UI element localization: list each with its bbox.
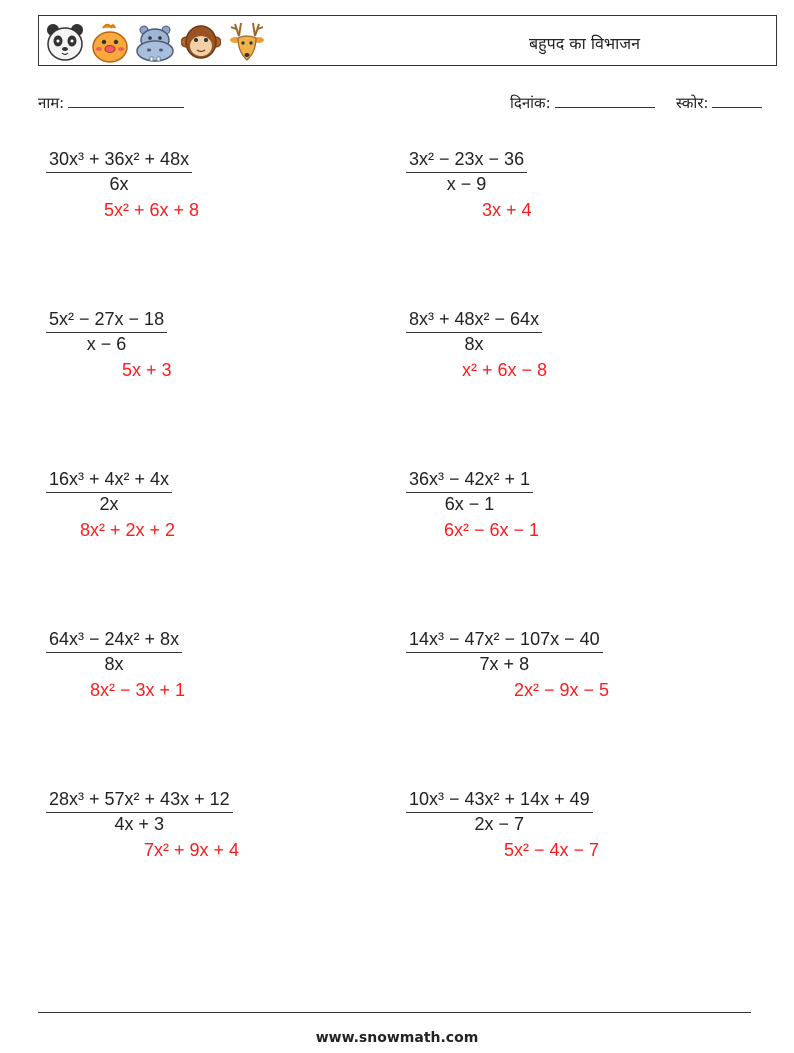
numerator: 3x² − 23x − 36 — [406, 148, 527, 173]
answer: 7x² + 9x + 4 — [144, 840, 240, 860]
numerator: 30x³ + 36x² + 48x — [46, 148, 192, 173]
answer: 5x + 3 — [122, 360, 172, 380]
footer-url[interactable]: www.snowmath.com — [315, 1030, 479, 1046]
answer: 6x² − 6x − 1 — [444, 520, 540, 540]
denominator: 6x − 1 — [444, 494, 495, 514]
denominator: 6x — [109, 174, 129, 194]
numerator: 36x³ − 42x² + 1 — [406, 468, 533, 493]
header-box — [38, 15, 777, 66]
date-blank[interactable] — [555, 93, 655, 108]
name-blank[interactable] — [68, 93, 184, 108]
name-label: नाम: — [38, 94, 65, 112]
answer: 5x² + 6x + 8 — [104, 200, 200, 220]
answer: 2x² − 9x − 5 — [514, 680, 610, 700]
score-blank[interactable] — [712, 93, 762, 108]
numerator: 8x³ + 48x² − 64x — [406, 308, 542, 333]
numerator: 5x² − 27x − 18 — [46, 308, 167, 333]
score-field[interactable] — [676, 93, 762, 113]
denominator: x − 9 — [446, 174, 487, 194]
answer: 5x² − 4x − 7 — [504, 840, 600, 860]
answer: x² + 6x − 8 — [462, 360, 548, 380]
numerator: 10x³ − 43x² + 14x + 49 — [406, 788, 593, 813]
answer: 8x² + 2x + 2 — [80, 520, 176, 540]
denominator: 2x — [99, 494, 119, 514]
footer-divider — [38, 1012, 751, 1013]
numerator: 64x³ − 24x² + 8x — [46, 628, 182, 653]
denominator: 7x + 8 — [479, 654, 530, 674]
numerator: 28x³ + 57x² + 43x + 12 — [46, 788, 233, 813]
denominator: 8x — [464, 334, 484, 354]
answer: 8x² − 3x + 1 — [90, 680, 186, 700]
numerator: 14x³ − 47x² − 107x − 40 — [406, 628, 603, 653]
name-field[interactable] — [38, 93, 184, 113]
answer: 3x + 4 — [482, 200, 532, 220]
chick-icon — [89, 20, 129, 64]
numerator: 16x³ + 4x² + 4x — [46, 468, 172, 493]
date-field[interactable] — [510, 93, 655, 113]
panda-icon — [45, 20, 85, 64]
hippo-icon — [135, 20, 175, 64]
worksheet-title: बहुपद का विभाजन — [529, 34, 641, 53]
denominator: 4x + 3 — [114, 814, 165, 834]
score-label: स्कोर: — [676, 94, 709, 112]
denominator: 2x − 7 — [474, 814, 525, 834]
deer-icon — [227, 20, 267, 64]
date-label: दिनांक: — [510, 94, 551, 112]
denominator: 8x — [104, 654, 124, 674]
monkey-icon — [181, 20, 221, 64]
denominator: x − 6 — [86, 334, 127, 354]
